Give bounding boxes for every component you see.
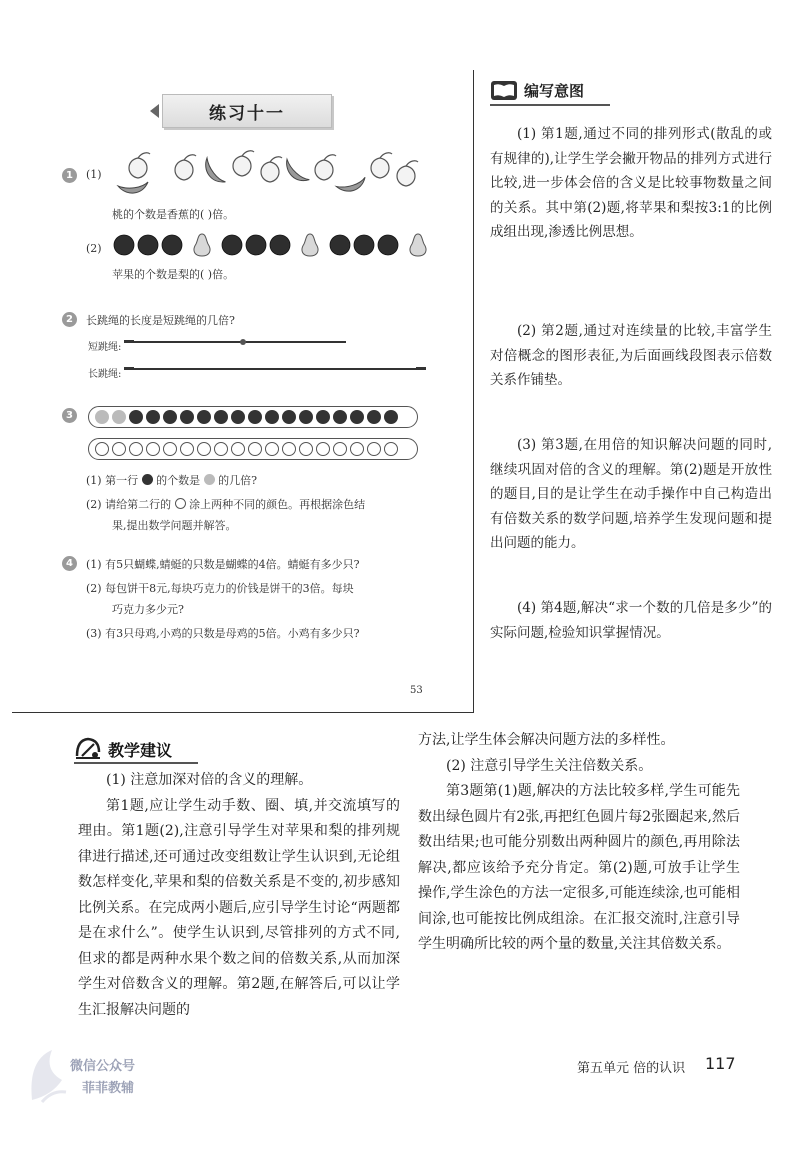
bead-row-1: [88, 406, 418, 428]
advice-right-p1: (2) 注意引导学生关注倍数关系。: [446, 757, 653, 774]
question-4-number: 4: [62, 556, 77, 571]
advice-right-p0: 方法,让学生体会解决问题方法的多样性。: [418, 732, 675, 748]
intent-title: 编写意图: [524, 81, 585, 100]
dark-bead: [316, 410, 330, 424]
q4-line1: (1) 有5只蝴蝶,蜻蜓的只数是蝴蝶的4倍。蜻蜓有多少只?: [86, 558, 360, 571]
advice-right-p2: 第3题第(1)题,解决的方法比较多样,学生可能先数出绿色圆片有2张,再把红色圆片每2张圈起来,然后数出结果;也可能分别数出两种圆片的颜色,再用除法解决,都应该给予充分肯定。第(2)题,可放手让学生操作,学生涂色的方法一定很多,可能连续涂,也可能相间涂,也可能按比例成组涂。在汇报交流时,注意引导学生明确所比较的两个量的数量,关注其倍数关系。: [418, 783, 740, 952]
peach-icon: [175, 155, 196, 180]
peach-icon: [129, 153, 150, 178]
watermark-logo-icon: [22, 1040, 162, 1110]
apple-icon: [354, 235, 374, 255]
long-rope: [130, 368, 420, 370]
bead-row-2: [88, 438, 418, 460]
title-arrow-icon: [150, 104, 159, 118]
pear-icon: [410, 234, 426, 256]
light-bead: [95, 410, 109, 424]
exercise-page: [12, 70, 474, 713]
banana-icon: [336, 177, 367, 193]
empty-bead-icon: [175, 498, 186, 509]
dark-bead: [129, 410, 143, 424]
dark-bead: [197, 410, 211, 424]
teaching-icon: [74, 736, 102, 762]
dark-bead: [299, 410, 313, 424]
q3-part2-line2: 果,提出数学问题并解答。: [112, 519, 237, 532]
apple-icon: [162, 235, 182, 255]
q1-part2-label: (2): [86, 242, 102, 255]
long-rope-label: 长跳绳:: [88, 369, 122, 380]
light-bead-icon: [204, 474, 215, 485]
rope-handle: [124, 340, 134, 343]
watermark-line-1: 微信公众号: [70, 1059, 136, 1074]
apple-icon: [138, 235, 158, 255]
advice-header: [74, 736, 172, 762]
apple-icon: [330, 235, 350, 255]
apple-icon: [222, 235, 242, 255]
banana-icon: [118, 182, 148, 193]
peach-icon: [261, 157, 282, 182]
q1-part2-text: 苹果的个数是梨的( )倍。: [112, 268, 235, 281]
rope-handle: [124, 367, 134, 370]
pear-icon: [194, 234, 210, 256]
intent-paragraph-4: (4) 第4题,解决“求一个数的几倍是多少”的实际问题,检验知识掌握情况。: [490, 600, 772, 641]
advice-right-column: [418, 728, 740, 958]
q3-part2: (2) 请给第二行的 涂上两种不同的颜色。再根据涂色结: [86, 498, 366, 511]
dark-bead: [231, 410, 245, 424]
footer-unit-title: 第五单元 倍的认识: [577, 1061, 686, 1076]
intent-paragraph-2: (2) 第2题,通过对连续量的比较,丰富学生对倍概念的图形表征,为后面画线段图表示倍数关系作铺垫。: [490, 323, 772, 388]
light-bead: [112, 410, 126, 424]
dark-bead: [214, 410, 228, 424]
pear-icon: [302, 234, 318, 256]
apple-icon: [270, 235, 290, 255]
footer-page-number: 117: [705, 1054, 736, 1073]
q1-fruit-row-1: [110, 148, 420, 198]
q2-text: 长跳绳的长度是短跳绳的几倍?: [86, 314, 235, 327]
short-rope: [130, 341, 346, 343]
dark-bead-icon: [142, 474, 153, 485]
apple-icon: [246, 235, 266, 255]
dark-bead: [265, 410, 279, 424]
dark-bead: [146, 410, 160, 424]
q4-line4: (3) 有3只母鸡,小鸡的只数是母鸡的5倍。小鸡有多少只?: [86, 627, 360, 640]
banana-icon: [201, 156, 226, 188]
q3-part1: (1) 第一行 的个数是 的几倍?: [86, 474, 257, 487]
apple-icon: [114, 235, 134, 255]
intent-paragraph-3: (3) 第3题,在用倍的知识解决问题的同时,继续巩固对倍的含义的理解。第(2)题是开放性的题目,目的是让学生在动手操作中自己构造出有倍数关系的数学问题,培养学生发现问题和提出问题的能力。: [490, 437, 772, 551]
q4-line3: 巧克力多少元?: [112, 603, 184, 616]
exercise-page-number: 53: [410, 685, 423, 696]
short-rope-label: 短跳绳:: [88, 342, 122, 353]
watermark-line-2: 菲菲教辅: [82, 1081, 135, 1096]
dark-bead: [282, 410, 296, 424]
dark-bead: [384, 410, 398, 424]
advice-left-p1: (1) 注意加深对倍的含义的理解。: [106, 772, 313, 788]
banana-icon: [282, 157, 310, 187]
dark-bead: [350, 410, 364, 424]
intent-header: [490, 78, 584, 102]
advice-title: 教学建议: [108, 740, 173, 760]
question-2-number: 2: [62, 312, 77, 327]
advice-left-p2: 第1题,应让学生动手数、圈、填,并交流填写的理由。第1题(2),注意引导学生对苹果和梨的排列规律进行描述,还可通过改变组数让学生认识到,无论组数怎样变化,苹果和梨的倍数关系是不变的,初步感知比例关系。在完成两小题后,应引导学生讨论“两题都是在求什么”。使学生认识到,尽管排列的方式不同,但求的都是两种水果个数之间的倍数关系,从而加深学生对倍数含义的理解。第2题,在解答后,可以让学生汇报解决问题的: [78, 797, 400, 1018]
exercise-title: 练习十一: [162, 94, 332, 128]
dark-bead: [163, 410, 177, 424]
question-3-number: 3: [62, 408, 77, 423]
q1-part1-label: (1): [86, 168, 102, 181]
apple-icon: [378, 235, 398, 255]
q1-part1-text: 桃的个数是香蕉的( )倍。: [112, 208, 235, 221]
advice-left-column: [78, 768, 400, 1023]
advice-underline: [74, 762, 198, 764]
q4-line2: (2) 每包饼干8元,每块巧克力的价钱是饼干的3倍。每块: [86, 582, 354, 595]
peach-icon: [397, 161, 418, 186]
dark-bead: [367, 410, 381, 424]
dark-bead: [248, 410, 262, 424]
peach-icon: [371, 153, 392, 178]
q1-fruit-row-2: [112, 230, 432, 260]
peach-icon: [233, 151, 254, 176]
intent-paragraph-1: (1) 第1题,通过不同的排列形式(散乱的或有规律的),让学生学会撇开物品的排列方式进行比较,进一步体会倍的含义是比较事物数量之间的关系。其中第(2)题,将苹果和梨按3:1的比例成组出现,渗透比例思想。: [490, 126, 772, 240]
rope-handle: [416, 367, 426, 370]
dark-bead: [180, 410, 194, 424]
peach-icon: [315, 155, 336, 180]
rope-midpoint: [240, 339, 246, 345]
question-1-number: 1: [62, 168, 77, 183]
book-icon: [490, 78, 518, 102]
intent-underline: [490, 104, 610, 106]
dark-bead: [333, 410, 347, 424]
